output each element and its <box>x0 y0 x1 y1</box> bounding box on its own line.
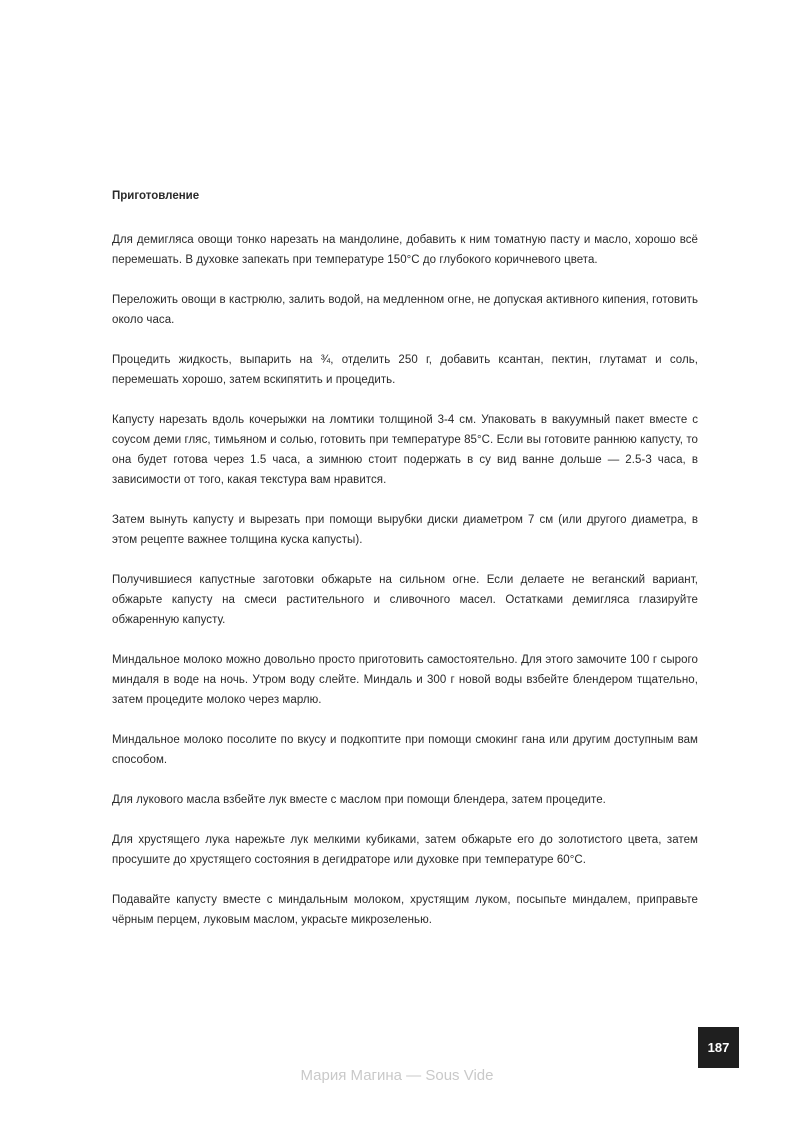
paragraph-11: Подавайте капусту вместе с миндальным молоком, хрустящим луком, посыпьте миндалем, приправьте чёрным перцем, луковым маслом, украсьте микрозеленью. <box>112 894 698 926</box>
paragraph-5: Затем вынуть капусту и вырезать при помощи вырубки диски диаметром 7 см (или другого диаметра, в этом рецепте важнее толщина куска капусты). <box>112 514 698 546</box>
paragraph-9: Для лукового масла взбейте лук вместе с маслом при помощи блендера, затем процедите. <box>112 794 606 806</box>
section-heading: Приготовление <box>112 190 200 202</box>
paragraph-1: Для демигляса овощи тонко нарезать на мандолине, добавить к ним томатную пасту и масло, хорошо всё перемешать. В духовке запекать при температуре 150°C до глубокого коричневого цвета. <box>112 234 698 266</box>
paragraph-3: Процедить жидкость, выпарить на ¾, отделить 250 г, добавить ксантан, пектин, глутамат и соль, перемешать хорошо, затем вскипятить и процедить. <box>112 354 698 386</box>
paragraph-7: Миндальное молоко можно довольно просто приготовить самостоятельно. Для этого замочите 100 г сырого миндаля в воде на ночь. Утром воду слейте. Миндаль и 300 г новой воды взбейте блендером тщательно, затем процедите молоко через марлю. <box>112 654 698 706</box>
footer-author-title: Мария Магина — Sous Vide <box>300 1067 494 1084</box>
recipe-content <box>112 186 698 950</box>
page-number: 187 <box>698 1027 739 1068</box>
paragraph-4: Капусту нарезать вдоль кочерыжки на ломтики толщиной 3-4 см. Упаковать в вакуумный пакет вместе с соусом деми гляс, тимьяном и солью, готовить при температуре 85°C. Если вы готовите раннюю капусту, то она будет готова через 1.5 часа, а зимнюю стоит подержать в су вид ванне дольше — 2.5-3 часа, в зависимости от того, какая текстура вам нравится. <box>112 414 698 486</box>
paragraph-10: Для хрустящего лука нарежьте лук мелкими кубиками, затем обжарьте его до золотистого цвета, затем просушите до хрустящего состояния в дегидраторе или духовке при температуре 60°C. <box>112 834 698 866</box>
paragraph-2: Переложить овощи в кастрюлю, залить водой, на медленном огне, не допуская активного кипения, готовить около часа. <box>112 294 698 326</box>
paragraph-8: Миндальное молоко посолите по вкусу и подкоптите при помощи смокинг гана или другим доступным вам способом. <box>112 734 698 766</box>
paragraph-6: Получившиеся капустные заготовки обжарьте на сильном огне. Если делаете не веганский вариант, обжарьте капусту на смеси растительного и сливочного масел. Остатками демигляса глазируйте обжаренную капусту. <box>112 574 698 626</box>
